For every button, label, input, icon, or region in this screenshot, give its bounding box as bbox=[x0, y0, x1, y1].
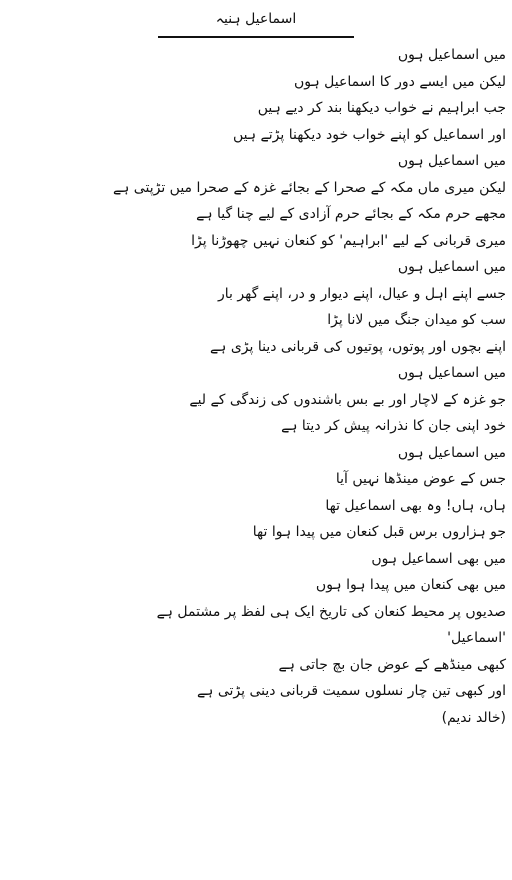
poem-line: اپنے بچوں اور پوتوں، پوتیوں کی قربانی دینا پڑی ہے bbox=[209, 338, 506, 355]
poem-body bbox=[6, 42, 506, 731]
poem-line: صدیوں پر محیط کنعان کی تاریخ ایک ہی لفظ پر مشتمل ہے bbox=[156, 603, 506, 620]
poem-line: جو غزہ کے لاچار اور بے بس باشندوں کی زندگی کے لیے bbox=[189, 391, 506, 408]
poem-line: میں اسماعیل ہوں bbox=[397, 365, 506, 381]
poem-line: میں اسماعیل ہوں bbox=[397, 47, 506, 63]
poem-line: سب کو میدان جنگ میں لانا پڑا bbox=[327, 312, 506, 328]
poem-line: جس کے عوض مینڈھا نہیں آیا bbox=[335, 471, 506, 487]
poem-line: میں اسماعیل ہوں bbox=[397, 444, 506, 461]
poem-line: 'اسماعیل' bbox=[447, 630, 506, 646]
poem-line: میں اسماعیل ہوں bbox=[397, 153, 506, 169]
poem-line: میں اسماعیل ہوں bbox=[397, 259, 506, 275]
poem-line: کبھی مینڈھے کے عوض جان بچ جاتی ہے bbox=[278, 656, 506, 673]
poem-line: خود اپنی جان کا نذرانہ پیش کر دیتا ہے bbox=[281, 418, 506, 434]
poem-line: میں بھی کنعان میں پیدا ہوا ہوں bbox=[315, 577, 506, 593]
poem-line: اور کبھی تین چار نسلوں سمیت قربانی دینی پڑتی ہے bbox=[196, 683, 506, 699]
poem-line: اور اسماعیل کو اپنے خواب خود دیکھنا پڑتے ہیں bbox=[233, 126, 506, 143]
poem-line: جو ہزاروں برس قبل کنعان میں پیدا ہوا تھا bbox=[252, 524, 506, 540]
poem-title: اسماعیل ہنیہ bbox=[215, 11, 297, 27]
poem-line: ہاں، ہاں! وہ بھی اسماعیل تھا bbox=[325, 497, 506, 514]
title-underline bbox=[158, 36, 354, 38]
poet-signature: (خالد ندیم) bbox=[441, 709, 506, 726]
poem-line: جسے اپنے اہل و عیال، اپنے دیوار و در، اپنے گھر بار bbox=[218, 285, 506, 302]
poem-line: مجھے حرم مکہ کے بجائے حرم آزادی کے لیے چنا گیا ہے bbox=[196, 206, 506, 222]
poem-line: میں بھی اسماعیل ہوں bbox=[371, 550, 506, 567]
poem-line: میری قربانی کے لیے 'ابراہیم' کو کنعان نہیں چھوڑنا پڑا bbox=[191, 232, 506, 249]
poem-line: لیکن میں ایسے دور کا اسماعیل ہوں bbox=[293, 73, 506, 90]
poem-line: لیکن میری ماں مکہ کے صحرا کے بجائے غزہ کے صحرا میں تڑپتی ہے bbox=[112, 179, 506, 196]
poem-line: جب ابراہیم نے خواب دیکھنا بند کر دیے ہیں bbox=[257, 100, 506, 116]
